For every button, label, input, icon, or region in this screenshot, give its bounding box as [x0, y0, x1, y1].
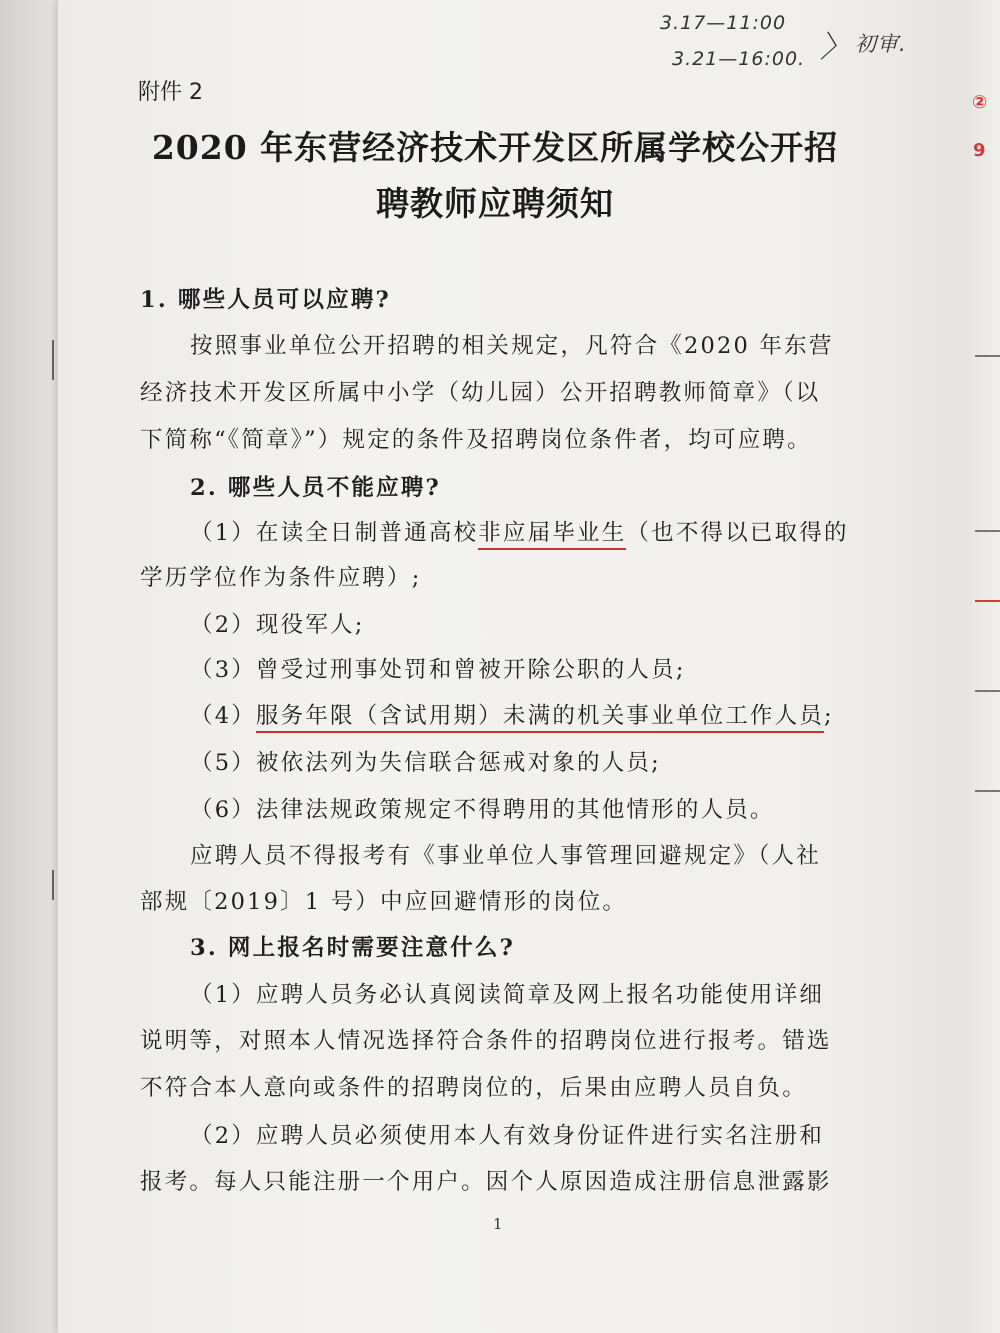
body-line: （2）应聘人员必须使用本人有效身份证件进行实名注册和 — [190, 1123, 825, 1149]
underlying-line — [975, 790, 1000, 792]
body-line: 说明等，对照本人情况选择符合条件的招聘岗位进行报考。错选 — [140, 1028, 832, 1054]
binding-mark — [52, 870, 54, 900]
text-span: ; — [824, 703, 834, 729]
handwritten-brace: 〉 — [820, 30, 851, 65]
underlying-line — [975, 530, 1000, 532]
handwritten-note: 初审. — [855, 32, 907, 56]
body-line: （6）法律法规政策规定不得聘用的其他情形的人员。 — [190, 797, 775, 823]
red-underlined-text: 服务年限（含试用期）未满的机关事业单位工作人员 — [256, 703, 824, 733]
body-line: 应聘人员不得报考有《事业单位人事管理回避规定》（人社 — [190, 843, 821, 869]
body-line: （1）应聘人员务必认真阅读简章及网上报名功能使用详细 — [190, 982, 825, 1008]
body-line: （2）现役军人; — [190, 612, 365, 638]
section-heading: 1. 哪些人员可以应聘? — [140, 287, 391, 313]
underlying-line — [975, 690, 1000, 692]
body-line: 学历学位作为条件应聘）; — [140, 565, 422, 591]
handwritten-time-1: 3.17—11:00 — [660, 12, 787, 34]
text-span: （1）在读全日制普通高校 — [190, 520, 479, 546]
body-line: 经济技术开发区所属中小学（幼儿园）公开招聘教师简章》（以 — [140, 380, 821, 406]
document-title — [130, 120, 860, 232]
body-line: 下简称“《简章》”）规定的条件及招聘岗位条件者，均可应聘。 — [140, 427, 812, 453]
body-line: （5）被依法列为失信联合惩戒对象的人员; — [190, 750, 661, 776]
underlying-page-left — [0, 0, 58, 1333]
underlying-page-right — [968, 0, 1000, 1333]
text-span: （4） — [190, 703, 256, 729]
underlying-red-line — [975, 600, 1000, 602]
body-line: 部规〔2019〕1 号）中应回避情形的岗位。 — [140, 889, 628, 915]
body-line — [190, 515, 849, 547]
body-line: 不符合本人意向或条件的招聘岗位的，后果由应聘人员自负。 — [140, 1075, 807, 1101]
body-line: （3）曾受过刑事处罚和曾被开除公职的人员; — [190, 657, 686, 683]
body-line: 报考。每人只能注册一个用户。因个人原因造成注册信息泄露影 — [140, 1169, 832, 1195]
section-heading: 2. 哪些人员不能应聘? — [190, 475, 441, 501]
body-line: 按照事业单位公开招聘的相关规定，凡符合《2020 年东营 — [190, 333, 834, 359]
text-span: （也不得以已取得的 — [626, 520, 849, 546]
attachment-label: 附件 2 — [138, 80, 203, 105]
section-heading: 3. 网上报名时需要注意什么? — [190, 935, 516, 961]
margin-mark-1: ② — [972, 92, 988, 113]
margin-mark-2: 9 — [973, 140, 986, 161]
underlying-line — [975, 355, 1000, 357]
title-line-2: 聘教师应聘须知 — [376, 184, 614, 223]
body-line — [190, 698, 834, 730]
handwritten-time-2: 3.21—16:00. — [672, 48, 806, 70]
page-number: 1 — [493, 1215, 503, 1233]
red-underlined-text: 非应届毕业生 — [478, 520, 626, 550]
binding-mark — [52, 340, 54, 380]
title-line-1: 2020 年东营经济技术开发区所属学校公开招 — [151, 128, 839, 167]
